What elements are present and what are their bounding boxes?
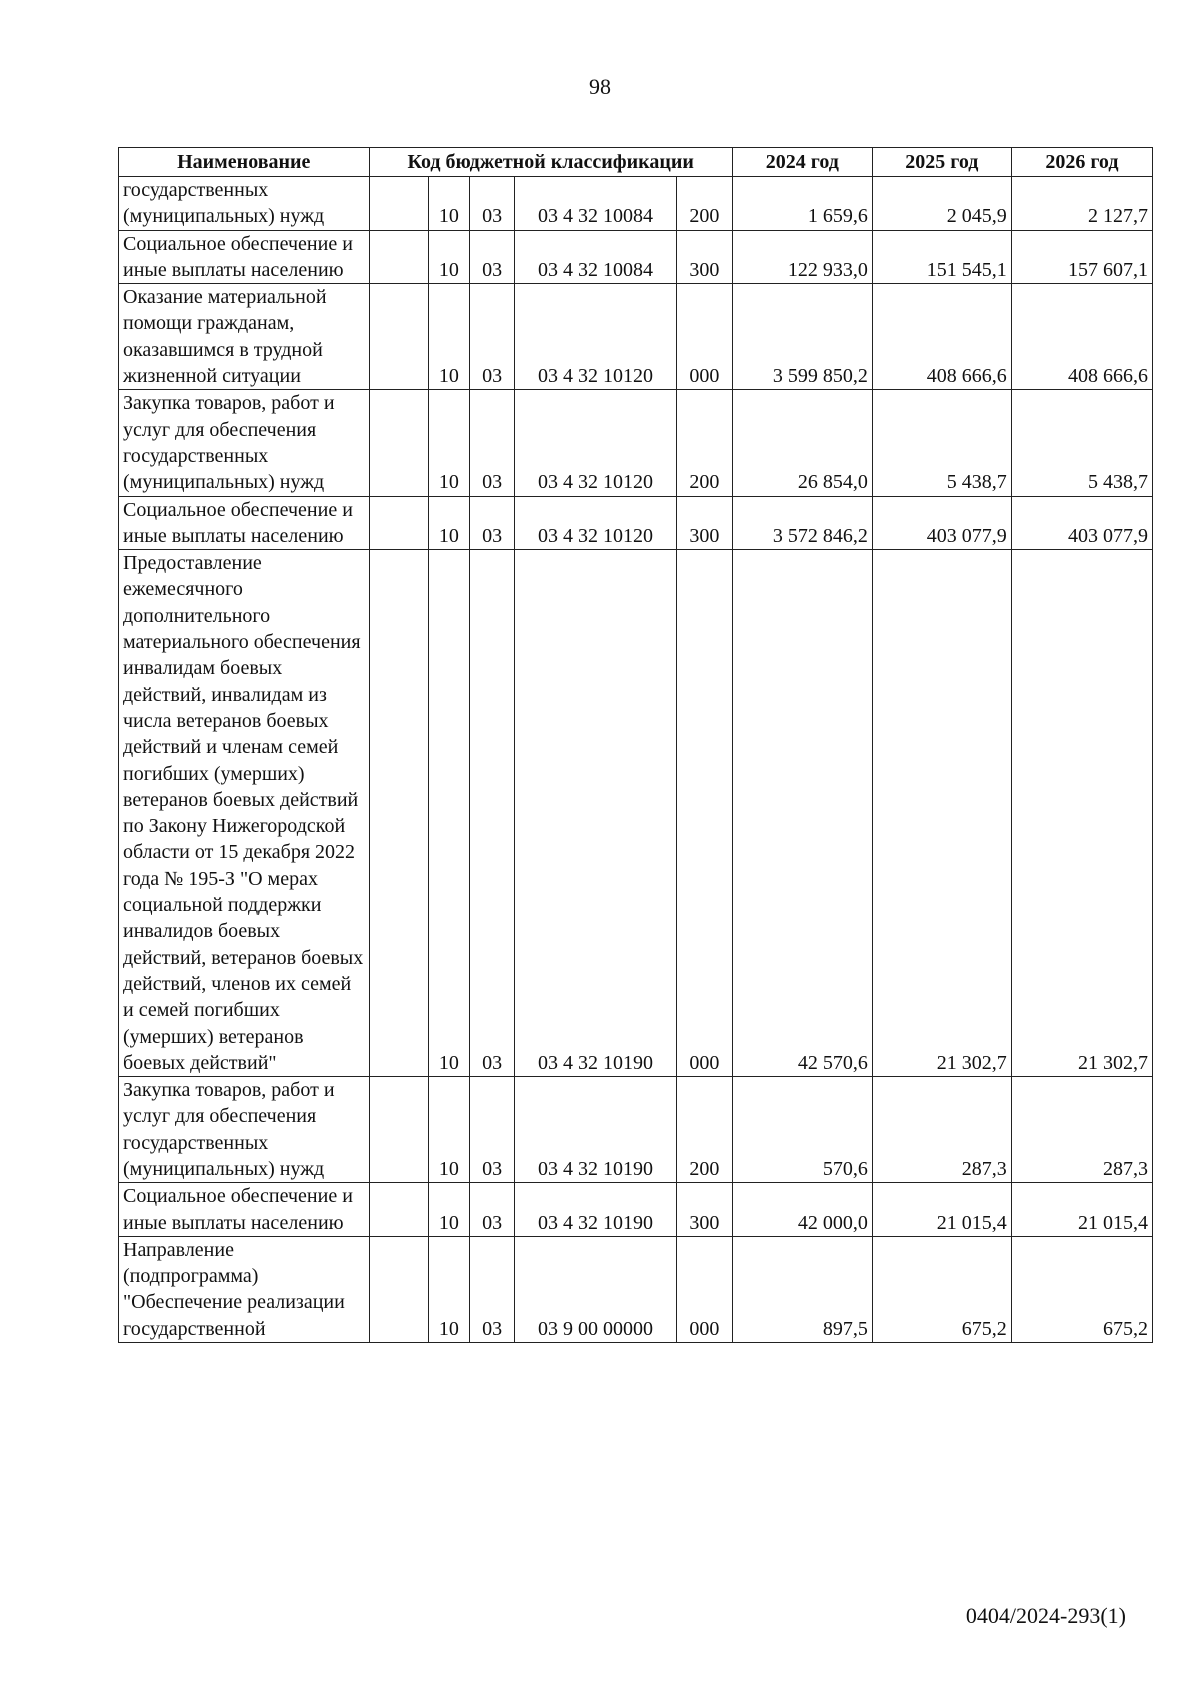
empty-cell bbox=[369, 1236, 428, 1342]
header-2025: 2025 год bbox=[872, 148, 1011, 177]
subsection-code: 03 bbox=[470, 1077, 515, 1183]
target-article-code: 03 9 00 00000 bbox=[515, 1236, 677, 1342]
amount-2024: 3 572 846,2 bbox=[732, 496, 872, 550]
row-name: Направление (подпрограмма) "Обеспечение реализации государственной bbox=[119, 1236, 370, 1342]
expense-type-code: 300 bbox=[676, 496, 732, 550]
target-article-code: 03 4 32 10190 bbox=[515, 550, 677, 1077]
amount-2025: 408 666,6 bbox=[872, 284, 1011, 390]
row-name: государственных (муниципальных) нужд bbox=[119, 177, 370, 231]
amount-2024: 42 000,0 bbox=[732, 1183, 872, 1237]
page-number: 98 bbox=[589, 74, 611, 99]
target-article-code: 03 4 32 10120 bbox=[515, 390, 677, 496]
amount-2024: 3 599 850,2 bbox=[732, 284, 872, 390]
row-name: Предоставление ежемесячного дополнительного материального обеспечения инвалидам боевых действий, инвалидам из числа ветеранов боевых действий и членам семей погибших (умерших) ветеранов боевых действий по Закону Нижегородской области от 15 декабря 2022 года № 195-З "О мерах социальной поддержки инвалидов боевых действий, ветеранов боевых действий, членов их семей и семей погибших (умерших) ветеранов боевых действий" bbox=[119, 550, 370, 1077]
amount-2026: 157 607,1 bbox=[1011, 230, 1152, 284]
amount-2025: 675,2 bbox=[872, 1236, 1011, 1342]
target-article-code: 03 4 32 10190 bbox=[515, 1077, 677, 1183]
amount-2024: 42 570,6 bbox=[732, 550, 872, 1077]
section-code: 10 bbox=[428, 496, 470, 550]
expense-type-code: 200 bbox=[676, 390, 732, 496]
table-row bbox=[119, 550, 1153, 1077]
amount-2026: 21 302,7 bbox=[1011, 550, 1152, 1077]
target-article-code: 03 4 32 10084 bbox=[515, 230, 677, 284]
expense-type-code: 000 bbox=[676, 284, 732, 390]
amount-2025: 21 302,7 bbox=[872, 550, 1011, 1077]
header-2024: 2024 год bbox=[732, 148, 872, 177]
empty-cell bbox=[369, 177, 428, 231]
header-code: Код бюджетной классификации bbox=[369, 148, 732, 177]
amount-2025: 287,3 bbox=[872, 1077, 1011, 1183]
empty-cell bbox=[369, 496, 428, 550]
section-code: 10 bbox=[428, 1077, 470, 1183]
subsection-code: 03 bbox=[470, 390, 515, 496]
amount-2026: 675,2 bbox=[1011, 1236, 1152, 1342]
target-article-code: 03 4 32 10084 bbox=[515, 177, 677, 231]
empty-cell bbox=[369, 550, 428, 1077]
expense-type-code: 200 bbox=[676, 177, 732, 231]
empty-cell bbox=[369, 390, 428, 496]
row-name: Социальное обеспечение и иные выплаты населению bbox=[119, 1183, 370, 1237]
section-code: 10 bbox=[428, 284, 470, 390]
table-header-row bbox=[119, 148, 1153, 177]
expense-type-code: 200 bbox=[676, 1077, 732, 1183]
expense-type-code: 300 bbox=[676, 230, 732, 284]
header-name: Наименование bbox=[119, 148, 370, 177]
section-code: 10 bbox=[428, 177, 470, 231]
amount-2024: 1 659,6 bbox=[732, 177, 872, 231]
empty-cell bbox=[369, 230, 428, 284]
subsection-code: 03 bbox=[470, 230, 515, 284]
table-row bbox=[119, 1236, 1153, 1342]
row-name: Оказание материальной помощи гражданам, оказавшимся в трудной жизненной ситуации bbox=[119, 284, 370, 390]
expense-type-code: 000 bbox=[676, 1236, 732, 1342]
budget-table bbox=[118, 147, 1153, 1343]
amount-2026: 408 666,6 bbox=[1011, 284, 1152, 390]
section-code: 10 bbox=[428, 1183, 470, 1237]
table-row bbox=[119, 177, 1153, 231]
table-row bbox=[119, 284, 1153, 390]
subsection-code: 03 bbox=[470, 550, 515, 1077]
amount-2024: 897,5 bbox=[732, 1236, 872, 1342]
amount-2025: 2 045,9 bbox=[872, 177, 1011, 231]
section-code: 10 bbox=[428, 390, 470, 496]
table-row bbox=[119, 496, 1153, 550]
empty-cell bbox=[369, 1183, 428, 1237]
empty-cell bbox=[369, 1077, 428, 1183]
empty-cell bbox=[369, 284, 428, 390]
document-code: 0404/2024-293(1) bbox=[965, 1603, 1126, 1628]
subsection-code: 03 bbox=[470, 1183, 515, 1237]
subsection-code: 03 bbox=[470, 177, 515, 231]
amount-2024: 26 854,0 bbox=[732, 390, 872, 496]
table-row bbox=[119, 230, 1153, 284]
amount-2024: 570,6 bbox=[732, 1077, 872, 1183]
amount-2025: 21 015,4 bbox=[872, 1183, 1011, 1237]
table-row bbox=[119, 1183, 1153, 1237]
row-name: Социальное обеспечение и иные выплаты населению bbox=[119, 496, 370, 550]
row-name: Закупка товаров, работ и услуг для обеспечения государственных (муниципальных) нужд bbox=[119, 390, 370, 496]
amount-2025: 5 438,7 bbox=[872, 390, 1011, 496]
table-row bbox=[119, 390, 1153, 496]
target-article-code: 03 4 32 10120 bbox=[515, 496, 677, 550]
target-article-code: 03 4 32 10120 bbox=[515, 284, 677, 390]
amount-2026: 403 077,9 bbox=[1011, 496, 1152, 550]
expense-type-code: 000 bbox=[676, 550, 732, 1077]
section-code: 10 bbox=[428, 230, 470, 284]
row-name: Закупка товаров, работ и услуг для обеспечения государственных (муниципальных) нужд bbox=[119, 1077, 370, 1183]
subsection-code: 03 bbox=[470, 496, 515, 550]
subsection-code: 03 bbox=[470, 284, 515, 390]
amount-2024: 122 933,0 bbox=[732, 230, 872, 284]
section-code: 10 bbox=[428, 550, 470, 1077]
expense-type-code: 300 bbox=[676, 1183, 732, 1237]
subsection-code: 03 bbox=[470, 1236, 515, 1342]
table-row bbox=[119, 1077, 1153, 1183]
section-code: 10 bbox=[428, 1236, 470, 1342]
row-name: Социальное обеспечение и иные выплаты населению bbox=[119, 230, 370, 284]
amount-2026: 287,3 bbox=[1011, 1077, 1152, 1183]
amount-2025: 151 545,1 bbox=[872, 230, 1011, 284]
header-2026: 2026 год bbox=[1011, 148, 1152, 177]
amount-2026: 21 015,4 bbox=[1011, 1183, 1152, 1237]
amount-2025: 403 077,9 bbox=[872, 496, 1011, 550]
target-article-code: 03 4 32 10190 bbox=[515, 1183, 677, 1237]
amount-2026: 5 438,7 bbox=[1011, 390, 1152, 496]
amount-2026: 2 127,7 bbox=[1011, 177, 1152, 231]
